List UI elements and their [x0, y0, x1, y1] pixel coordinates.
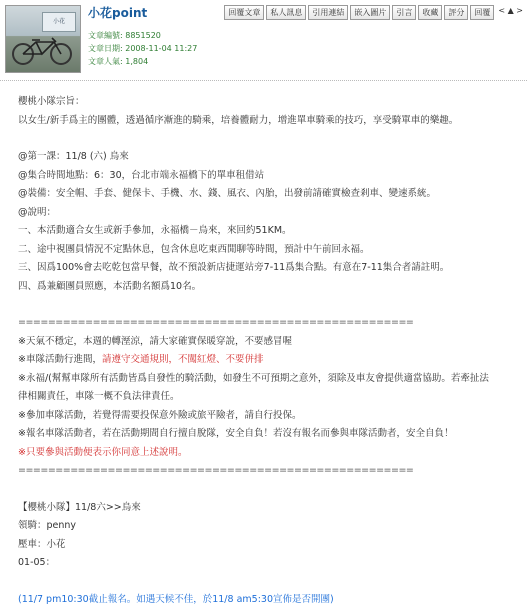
- note-warning: ※只要參與活動便表示你同意上述說明。: [18, 447, 187, 458]
- note-text: ※車隊活動行進間，: [18, 354, 102, 365]
- signup-leader: 領騎：penny: [18, 517, 518, 536]
- note-line: [18, 370, 518, 389]
- author-name[interactable]: 小花point: [88, 4, 147, 21]
- signup-title: 【櫻桃小隊】11/8六>>烏來: [18, 499, 518, 518]
- note-line: [18, 407, 518, 426]
- meta-value: 1,804: [125, 57, 148, 66]
- deadline-note: (11/7 pm10:30截止報名。如遇天候不佳，於11/8 am5:30宣佈是否開團): [18, 591, 518, 609]
- quote-button[interactable]: 引言: [392, 5, 416, 20]
- body-line: @第一課：11/8 (六) 烏來: [18, 148, 518, 167]
- note-text: ※報名車隊活動者，若在活動期間自行擅自脫隊，安全自負！若沒有報名而參與車隊活動者，安全自負！: [18, 428, 453, 439]
- signup-sweeper: 壓車：小花: [18, 536, 518, 555]
- article-date: [88, 43, 197, 54]
- nav-arrows[interactable]: < ▲ >: [496, 5, 523, 20]
- header-divider: [0, 80, 527, 81]
- article-id: [88, 30, 161, 41]
- body-line: 以女生/新手爲主的團體，透過循序漸進的騎乘，培養體耐力，增進單車騎乘的技巧，享受騎單車的樂趣。: [18, 112, 518, 131]
- meta-label: 文章人氣:: [88, 57, 123, 66]
- article-views: [88, 56, 148, 67]
- photo-sign: 小花: [42, 12, 76, 32]
- spacer: [18, 481, 518, 499]
- note-warning: 請遵守交通規則，不闖紅燈、不要併排: [102, 354, 264, 365]
- note-line: [18, 351, 518, 370]
- note-text: 律相關責任，車隊一概不負法律責任。: [18, 391, 180, 402]
- separator-line: =====================================================: [18, 462, 518, 481]
- rate-button[interactable]: 評分: [444, 5, 468, 20]
- note-text: ※天氣不穩定，本週的轉溼涼，請大家確實保暖穿說，不要感冒喔: [18, 336, 292, 347]
- spacer: [18, 296, 518, 314]
- private-message-button[interactable]: 私人訊息: [266, 5, 306, 20]
- separator-line: =====================================================: [18, 314, 518, 333]
- body-line: 三、因爲100%會去吃乾包當早餐，故不預設新店捷運站旁7-11爲集合點。有意在7-11集合者請註明。: [18, 259, 518, 278]
- bicycle-icon: [10, 36, 76, 66]
- note-line: [18, 425, 518, 444]
- favorite-button[interactable]: 收藏: [418, 5, 442, 20]
- post-header: [0, 0, 527, 80]
- embed-image-button[interactable]: 嵌入圖片: [350, 5, 390, 20]
- post-toolbar: [224, 5, 523, 20]
- body-line: @裝備：安全帽、手套、健保卡、手機、水、錢、風衣、內胎，出發前請確實檢查剎車、變速系統。: [18, 185, 518, 204]
- post-body: [18, 93, 518, 609]
- reply-article-button[interactable]: 回覆文章: [224, 5, 264, 20]
- signup-slots: 01-05：: [18, 554, 518, 573]
- note-line: [18, 333, 518, 352]
- note-text: ※永福/(幫幫車隊所有活動皆爲自發性的騎活動，如發生不可預期之意外，須除及車友會提供適當協助。若牽扯法: [18, 373, 489, 384]
- note-text: ※參加車隊活動，若覺得需要投保意外險或旅平險者，請自行投保。: [18, 410, 301, 421]
- body-line: 一、本活動適合女生或新手參加，永福橋－烏來，來回約51KM。: [18, 222, 518, 241]
- reply-button[interactable]: 回覆: [470, 5, 494, 20]
- body-line: 四、爲兼顧團員照應，本活動名額爲10名。: [18, 278, 518, 297]
- spacer: [18, 573, 518, 591]
- note-line: [18, 388, 518, 407]
- body-line: 櫻桃小隊宗旨：: [18, 93, 518, 112]
- author-photo: [5, 5, 81, 73]
- body-line: @集合時間地點：6：30，台北市端永福橋下的單車租借站: [18, 167, 518, 186]
- spacer: [18, 130, 518, 148]
- body-line: @說明：: [18, 204, 518, 223]
- body-line: 二、途中視團員情況不定點休息，包含休息吃東西閒聊等時間，預計中午前回永福。: [18, 241, 518, 260]
- quote-link-button[interactable]: 引用連結: [308, 5, 348, 20]
- meta-value: 2008-11-04 11:27: [125, 44, 197, 53]
- note-line: [18, 444, 518, 463]
- meta-value: 8851520: [125, 31, 161, 40]
- meta-label: 文章日期:: [88, 44, 123, 53]
- meta-label: 文章編號:: [88, 31, 123, 40]
